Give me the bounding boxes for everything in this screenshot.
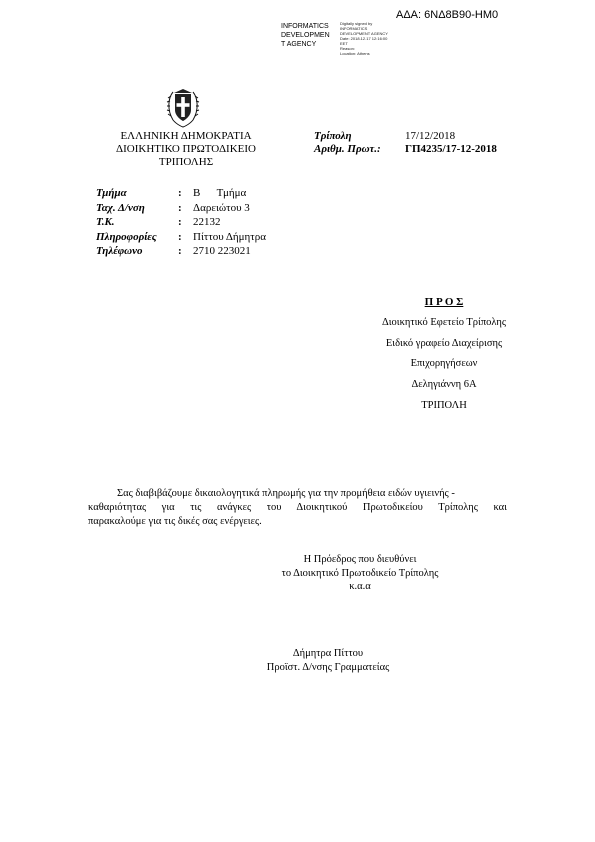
body-line: Σας διαβιβάζουμε δικαιολογητικά πληρωμής για την προμήθεια ειδών υγιεινής - xyxy=(117,488,455,499)
info-label: Τμήμα xyxy=(96,187,127,199)
place-label: Τρίπολη xyxy=(314,130,352,142)
info-row xyxy=(96,215,266,230)
info-value: Δαρειώτου 3 xyxy=(193,201,250,214)
signature-authority xyxy=(250,553,470,594)
info-colon: : xyxy=(178,187,182,199)
info-colon: : xyxy=(178,216,182,228)
signature-line: Η Πρόεδρος που διευθύνει xyxy=(303,554,417,565)
info-value: 2710 223021 xyxy=(193,245,251,257)
sig-detail-line: DEVELOPMENT AGENCY xyxy=(340,31,388,36)
recipient-line: Ειδικό γραφείο Διαχείρισης xyxy=(385,338,503,349)
info-value: 22132 xyxy=(193,216,221,228)
signer-title: Προϊστ. Δ/νσης Γραμματείας xyxy=(266,662,390,673)
issuer-header xyxy=(92,130,280,169)
info-row xyxy=(96,186,266,201)
sig-detail-line: Date: 2018.12.17 12:16:00 xyxy=(340,36,388,41)
document-date: 17/12/2018 xyxy=(405,130,456,142)
greek-coat-of-arms-icon xyxy=(164,88,202,128)
info-label: Τ.Κ. xyxy=(96,216,115,228)
sig-detail-line: Reason: xyxy=(340,46,355,51)
info-colon: : xyxy=(178,245,182,257)
sig-detail-line: EET xyxy=(340,41,348,46)
ida-logo-line3: T AGENCY xyxy=(281,41,317,48)
info-value: Β Τμήμα xyxy=(193,187,247,199)
issuer-line-city: ΤΡΙΠΟΛΗΣ xyxy=(158,156,214,168)
sender-info-table xyxy=(96,186,266,259)
digital-signature-details xyxy=(340,21,388,56)
info-label: Ταχ. Δ/νση xyxy=(96,201,145,214)
sig-detail-line: Location: Athens xyxy=(340,51,370,56)
body-line: παρακαλούμε για τις δικές σας ενέργειες. xyxy=(88,516,262,527)
recipient-heading: Π Ρ Ο Σ xyxy=(424,296,464,308)
signer-block xyxy=(223,647,433,675)
ida-logo-line2: DEVELOPMEN xyxy=(281,32,330,39)
sig-detail-line: INFORMATICS xyxy=(340,26,368,31)
info-row xyxy=(96,244,266,259)
info-colon: : xyxy=(178,201,182,214)
sig-detail-line: Digitally signed by xyxy=(340,21,373,26)
info-label: Τηλέφωνο xyxy=(96,245,143,257)
info-row xyxy=(96,201,266,216)
signature-line: το Διοικητικό Πρωτοδικείο Τρίπολης xyxy=(281,567,439,579)
issuer-line-court: ΔΙΟΙΚΗΤΙΚΟ ΠΡΩΤΟΔΙΚΕΙΟ xyxy=(116,143,256,155)
protocol-label: Αριθμ. Πρωτ.: xyxy=(314,143,381,155)
body-paragraph xyxy=(88,487,507,529)
ida-logo-line1: INFORMATICS xyxy=(281,23,329,30)
issuer-line-republic: ΕΛΛΗΝΙΚΗ ΔΗΜΟΚΡΑΤΙΑ xyxy=(120,130,252,142)
recipient-line: ΤΡΙΠΟΛΗ xyxy=(421,400,467,411)
info-value: Πίττου Δήμητρα xyxy=(193,230,266,243)
recipient-line: Διοικητικό Εφετείο Τρίπολης xyxy=(381,317,507,328)
recipient-line: Επιχορηγήσεων xyxy=(410,358,478,369)
protocol-number: ΓΠ4235/17-12-2018 xyxy=(405,143,497,155)
body-line: καθαριότητας για τις ανάγκες του Διοικητικού Πρωτοδικείου Τρίπολης και xyxy=(88,502,507,513)
recipient-line: Δεληγιάννη 6Α xyxy=(411,379,477,390)
signer-name: Δήμητρα Πίττου xyxy=(292,648,364,659)
info-colon: : xyxy=(178,230,182,243)
info-label: Πληροφορίες xyxy=(96,230,157,243)
signature-line: κ.α.α xyxy=(349,581,371,592)
info-row xyxy=(96,230,266,245)
ida-logo xyxy=(281,22,330,49)
ada-code: ΑΔΑ: 6ΝΔ8Β90-ΗΜ0 xyxy=(396,9,499,21)
